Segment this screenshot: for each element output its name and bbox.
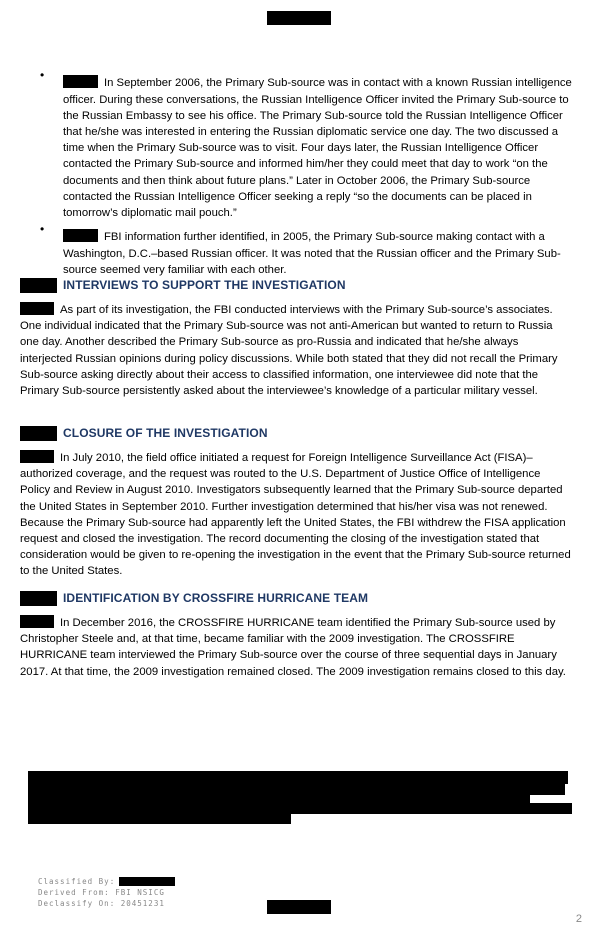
paragraph-marking-redaction (20, 450, 54, 463)
heading-marking-redaction (20, 591, 57, 606)
bullet-text: FBI information further identified, in 2005, the Primary Sub-source making contact with a Washington, D.C.–based Russian officer. It was noted that the Russian officer and the Primary Sub-source seemed very familiar with each other. (63, 231, 561, 276)
derived-from-line: Derived From: FBI NSICG (38, 888, 165, 897)
section-heading-text: INTERVIEWS TO SUPPORT THE INVESTIGATION (63, 278, 346, 292)
paragraph-marking-redaction (63, 75, 98, 88)
classified-by-label: Classified By: (38, 877, 116, 886)
declassify-on-line: Declassify On: 20451231 (38, 899, 165, 908)
bullet-text: In September 2006, the Primary Sub-source was in contact with a known Russian intelligence officer. During these conversations, the Russian Intelligence Officer invited the Primary Sub-source to the Russian Embassy to see his office. The Primary Sub-source told the Russian Intelligence Officer that he/she was interested in entering the Russian diplomatic service one day. The two discussed a time when the Primary Sub-source was to visit. Four days later, the Russian Intelligence Officer contacted the Primary Sub-source and informed him/her they could meet that day to work “on the documents and then think about future plans.” Later in October 2006, the Primary Sub-source contacted the Russian Intelligence Officer seeking a reply “so the documents can be placed in tomorrow’s diplomatic mail pouch.” (63, 77, 572, 219)
paragraph-marking-redaction (20, 615, 54, 628)
heading-marking-redaction (20, 278, 57, 293)
header-classification-redaction (267, 11, 331, 25)
heading-marking-redaction (20, 426, 57, 441)
section-body-identification (20, 615, 572, 680)
section-heading-interviews (20, 277, 346, 293)
bullet-dot-icon: • (40, 68, 45, 82)
section-body-closure (20, 450, 572, 580)
classified-by-redaction (119, 877, 175, 886)
bullet-item-1 (40, 64, 582, 232)
section-body-text: As part of its investigation, the FBI conducted interviews with the Primary Sub-source’s associates. One individual indicated that the Primary Sub-source was not anti-American but wanted to return to Russia one day. Another described the Primary Sub-source as pro-Russia and indicated that he/she always interjected Russian opinions during policy discussions. While both stated that they did not recall the Primary Sub-source asking directly about their access to classified information, one interviewee did note that the Primary Sub-source persistently asked about the interviewee’s knowledge of a particular military vessel. (20, 304, 558, 398)
section-body-interviews (20, 302, 572, 399)
section-body-text: In July 2010, the field office initiated a request for Foreign Intelligence Surveillance Act (FISA)–authorized coverage, and the request was routed to the U.S. Department of Justice Office of Intelligence Policy and Review in August 2010. Investigators subsequently learned that the Primary Sub-source departed the United States in September 2010. Further investigation determined that his/her visa was not renewed. Because the Primary Sub-source had apparently left the United States, the FBI withdrew the FISA application request and closed the investigation. The record documenting the closing of the investigation stated that consideration would be given to re-opening the investigation in the event that the Primary Sub-source returned to the United States. (20, 452, 571, 578)
redaction-bar (28, 813, 291, 824)
section-heading-text: CLOSURE OF THE INVESTIGATION (63, 426, 268, 440)
section-heading-identification (20, 590, 368, 606)
page-number: 2 (575, 913, 582, 925)
bullet-dot-icon: • (40, 222, 45, 236)
paragraph-marking-redaction (63, 229, 98, 242)
footer-classification-redaction (267, 900, 331, 914)
section-heading-text: IDENTIFICATION BY CROSSFIRE HURRICANE TEAM (63, 591, 369, 605)
classification-block (38, 876, 175, 909)
section-body-text: In December 2016, the CROSSFIRE HURRICANE team identified the Primary Sub-source used by Christopher Steele and, at that time, became familiar with the 2009 investigation. The CROSSFIRE HURRICANE team interviewed the Primary Sub-source over the course of three sequential days in January 2017. At that time, the 2009 investigation remained closed. The 2009 investigation remains closed to this day. (20, 617, 566, 678)
section-heading-closure (20, 425, 268, 441)
paragraph-marking-redaction (20, 302, 54, 315)
